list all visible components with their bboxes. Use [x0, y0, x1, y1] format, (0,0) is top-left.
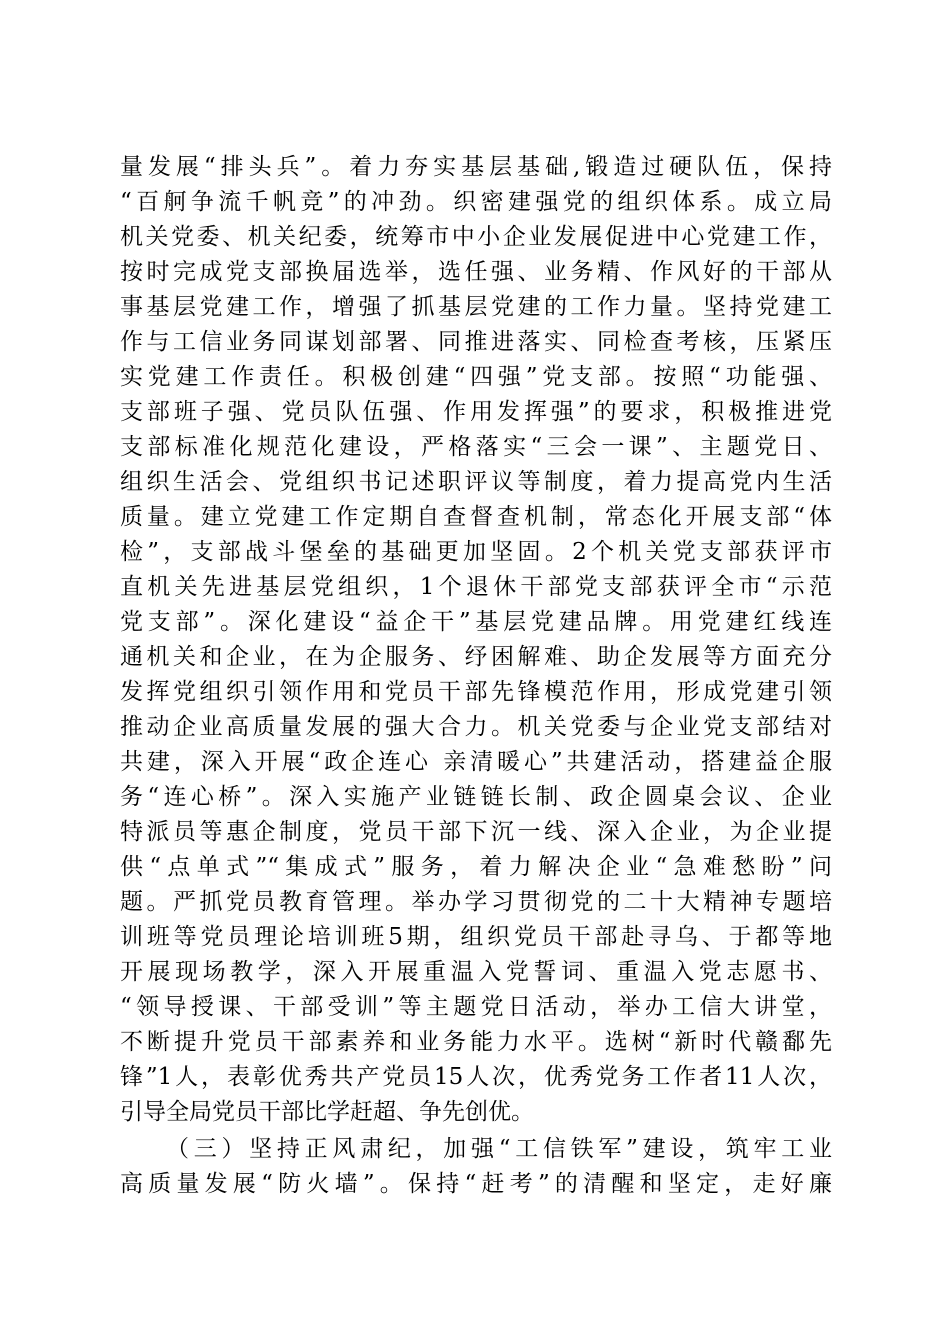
text-line: 质量。建立党建工作定期自查督查机制，常态化开展支部“体	[120, 504, 832, 530]
text-line: “百舸争流千帆竞”的冲劲。织密建强党的组织体系。成立局	[120, 189, 832, 215]
text-line: 支部标准化规范化建设，严格落实“三会一课”、主题党日、	[120, 434, 832, 460]
text-line: 供“点单式”“集成式”服务，着力解决企业“急难愁盼”问	[120, 854, 832, 880]
text-line: 通机关和企业，在为企服务、纾困解难、助企发展等方面充分	[120, 644, 832, 670]
text-line: 按时完成党支部换届选举，选任强、业务精、作风好的干部从	[120, 259, 832, 285]
text-line: 实党建工作责任。积极创建“四强”党支部。按照“功能强、	[120, 364, 832, 390]
text-line: 机关党委、机关纪委，统筹市中小企业发展促进中心党建工作，	[120, 224, 832, 250]
text-line: 锋”1人，表彰优秀共产党员15人次，优秀党务工作者11人次，	[120, 1064, 832, 1090]
text-line: 支部班子强、党员队伍强、作用发挥强”的要求，积极推进党	[120, 399, 832, 425]
text-line: 务“连心桥”。深入实施产业链链长制、政企圆桌会议、企业	[120, 784, 832, 810]
text-line: 检”，支部战斗堡垒的基础更加坚固。2个机关党支部获评市	[120, 539, 832, 565]
text-line: 共建，深入开展“政企连心 亲清暖心”共建活动，搭建益企服	[120, 749, 832, 775]
text-line: “领导授课、干部受训”等主题党日活动，举办工信大讲堂，	[120, 994, 832, 1020]
text-line: 组织生活会、党组织书记述职评议等制度，着力提高党内生活	[120, 469, 832, 495]
text-line: 推动企业高质量发展的强大合力。机关党委与企业党支部结对	[120, 714, 832, 740]
text-line: 引导全局党员干部比学赶超、争先创优。	[120, 1099, 534, 1125]
text-line: 作与工信业务同谋划部署、同推进落实、同检查考核，压紧压	[120, 329, 832, 355]
text-line: 发挥党组织引领作用和党员干部先锋模范作用，形成党建引领	[120, 679, 832, 705]
section-heading-line: （三）坚持正风肃纪，加强“工信铁军”建设，筑牢工业	[166, 1136, 832, 1162]
text-line: 特派员等惠企制度，党员干部下沉一线、深入企业，为企业提	[120, 819, 832, 845]
text-line: 事基层党建工作，增强了抓基层党建的工作力量。坚持党建工	[120, 294, 832, 320]
body-text	[120, 150, 832, 1202]
text-line: 直机关先进基层党组织，1个退休干部党支部获评全市“示范	[120, 574, 832, 600]
text-line: 开展现场教学，深入开展重温入党誓词、重温入党志愿书、	[120, 959, 832, 985]
text-line: 党支部”。深化建设“益企干”基层党建品牌。用党建红线连	[120, 609, 832, 635]
paragraph-section-three	[120, 1132, 832, 1202]
text-line: 训班等党员理论培训班5期，组织党员干部赴寻乌、于都等地	[120, 924, 832, 950]
text-line: 高质量发展“防火墙”。保持“赶考”的清醒和坚定，走好廉	[120, 1171, 832, 1197]
text-line: 题。严抓党员教育管理。举办学习贯彻党的二十大精神专题培	[120, 889, 832, 915]
text-line: 不断提升党员干部素养和业务能力水平。选树“新时代赣鄱先	[120, 1029, 832, 1055]
paragraph-party-building	[120, 150, 832, 1130]
text-line: 量发展“排头兵”。着力夯实基层基础,锻造过硬队伍，保持	[120, 154, 832, 180]
